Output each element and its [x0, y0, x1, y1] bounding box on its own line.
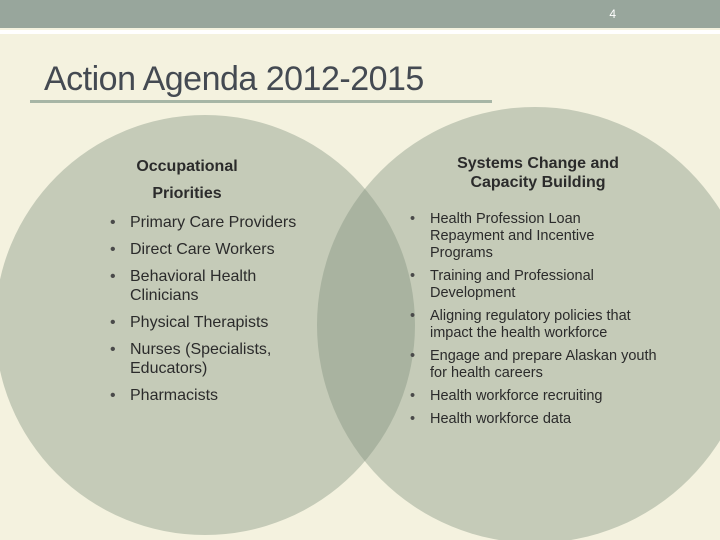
bullet-icon: •: [110, 214, 116, 231]
list-item: • Primary Care Providers: [110, 214, 297, 231]
bullet-icon: •: [410, 211, 416, 227]
list-item: • Training and Professional Development: [410, 268, 594, 301]
right-heading: Systems Change and Capacity Building: [457, 155, 619, 192]
bullet-icon: •: [110, 268, 116, 285]
bullet-icon: •: [110, 387, 116, 404]
list-item: • Nurses (Specialists, Educators): [110, 341, 272, 377]
bullet-icon: •: [110, 241, 116, 258]
bullet-icon: •: [410, 348, 416, 364]
left-heading-line2: Priorities: [152, 185, 222, 203]
list-item: • Health Profession Loan Repayment and Incentive Programs: [410, 211, 595, 261]
slide-title: Action Agenda 2012-2015: [44, 60, 424, 98]
occupational-priorities-list: [108, 213, 308, 413]
list-item: • Health workforce recruiting: [410, 388, 603, 404]
list-item: • Behavioral Health Clinicians: [110, 268, 257, 304]
list-item: • Engage and prepare Alaskan youth for health careers: [410, 348, 657, 381]
list-item: • Aligning regulatory policies that impact the health workforce: [410, 308, 631, 341]
page-number: 4: [609, 7, 616, 21]
bullet-icon: •: [110, 314, 116, 331]
bullet-icon: •: [410, 308, 416, 324]
left-heading-line1: Occupational: [136, 158, 238, 175]
list-item: • Physical Therapists: [110, 314, 269, 331]
list-item: • Direct Care Workers: [110, 241, 275, 258]
bullet-icon: •: [110, 341, 116, 358]
list-item: • Pharmacists: [110, 387, 219, 404]
bullet-icon: •: [410, 268, 416, 284]
list-item: • Health workforce data: [410, 411, 572, 427]
left-heading: [112, 157, 262, 203]
bullet-icon: •: [410, 388, 416, 404]
bullet-icon: •: [410, 411, 416, 427]
systems-change-list: [408, 211, 658, 434]
